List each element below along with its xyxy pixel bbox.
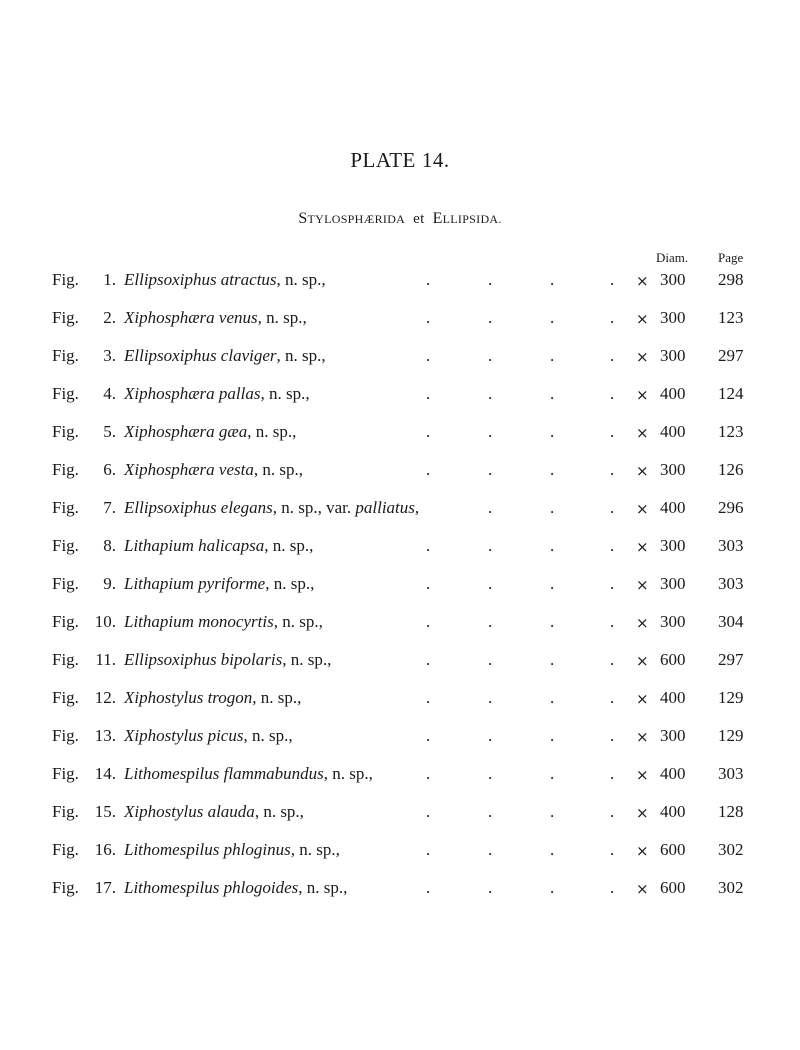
fig-label: Fig. <box>52 612 79 631</box>
leader-dot: . <box>426 764 431 783</box>
leader-dot: . <box>488 574 493 593</box>
table-row <box>0 270 800 300</box>
subtitle-rest-right: LLIPSIDA. <box>442 212 502 226</box>
leader-dot: . <box>488 422 493 441</box>
fig-number: 14. <box>94 764 116 783</box>
fig-number: 13. <box>94 726 116 745</box>
page-number: 297 <box>718 346 744 365</box>
times-symbol: × <box>636 424 649 442</box>
times-symbol: × <box>636 842 649 860</box>
species-suffix: , n. sp., <box>276 346 326 365</box>
species-name <box>124 802 304 822</box>
leader-dot: . <box>488 764 493 783</box>
times-symbol: × <box>636 386 649 404</box>
page-number: 302 <box>718 840 744 859</box>
leader-dot: . <box>426 802 431 821</box>
magnification-value: 300 <box>660 460 686 479</box>
species-suffix: , n. sp., <box>265 574 315 593</box>
page-number: 129 <box>718 726 744 745</box>
leader-dot: . <box>550 840 555 859</box>
table-row <box>0 878 800 908</box>
species-name <box>124 270 326 290</box>
species-binomial: Ellipsoxiphus elegans <box>124 498 273 517</box>
leader-dot: . <box>426 840 431 859</box>
species-suffix: , n. sp., <box>323 764 373 783</box>
leader-dot: . <box>610 384 615 403</box>
magnification-value: 300 <box>660 308 686 327</box>
leader-dot: . <box>488 612 493 631</box>
table-row <box>0 384 800 414</box>
species-binomial: Ellipsoxiphus atractus <box>124 270 277 289</box>
leader-dot: . <box>426 650 431 669</box>
species-binomial: Xiphostylus picus <box>124 726 244 745</box>
leader-dot: . <box>610 498 615 517</box>
fig-number: 3. <box>103 346 116 365</box>
leader-dot: . <box>488 536 493 555</box>
fig-number: 9. <box>103 574 116 593</box>
table-row <box>0 460 800 490</box>
variety-comma: , <box>414 498 420 517</box>
leader-dot: . <box>550 802 555 821</box>
fig-number: 1. <box>103 270 116 289</box>
fig-number: 11. <box>95 650 116 669</box>
magnification-value: 400 <box>660 498 686 517</box>
page-number: 126 <box>718 460 744 479</box>
table-row <box>0 764 800 794</box>
variety-name: palliatus <box>355 498 415 517</box>
subtitle-connector: et <box>413 211 425 227</box>
leader-dot: . <box>610 612 615 631</box>
page-number: 303 <box>718 536 744 555</box>
subtitle-initial-left: S <box>298 210 308 227</box>
fig-label: Fig. <box>52 308 79 327</box>
fig-number: 6. <box>103 460 116 479</box>
species-name <box>124 726 293 746</box>
leader-dot: . <box>488 802 493 821</box>
leader-dot: . <box>426 878 431 897</box>
fig-number: 16. <box>94 840 116 859</box>
species-binomial: Xiphosphæra venus <box>124 308 258 327</box>
species-binomial: Lithomespilus flammabundus <box>124 764 324 783</box>
leader-dot: . <box>610 878 615 897</box>
fig-number: 7. <box>103 498 116 517</box>
fig-label: Fig. <box>52 878 79 897</box>
magnification-value: 400 <box>660 764 686 783</box>
magnification-value: 300 <box>660 270 686 289</box>
page-number: 304 <box>718 612 744 631</box>
times-symbol: × <box>636 500 649 518</box>
fig-number: 5. <box>103 422 116 441</box>
species-name <box>124 650 331 670</box>
leader-dot: . <box>426 346 431 365</box>
leader-dot: . <box>550 346 555 365</box>
leader-dot: . <box>488 726 493 745</box>
fig-label: Fig. <box>52 498 79 517</box>
species-binomial: Ellipsoxiphus bipolaris <box>124 650 283 669</box>
species-binomial: Xiphostylus trogon <box>124 688 253 707</box>
column-header-page: Page <box>718 250 744 265</box>
species-binomial: Lithapium halicapsa <box>124 536 265 555</box>
leader-dot: . <box>488 878 493 897</box>
magnification-value: 400 <box>660 688 686 707</box>
subtitle-rest-left: TYLOSPHÆRIDA <box>307 212 406 226</box>
fig-label: Fig. <box>52 346 79 365</box>
leader-dot: . <box>550 688 555 707</box>
times-symbol: × <box>636 576 649 594</box>
leader-dot: . <box>426 460 431 479</box>
fig-label: Fig. <box>52 802 79 821</box>
magnification-value: 400 <box>660 802 686 821</box>
species-suffix: , n. sp., <box>254 802 304 821</box>
leader-dot: . <box>610 460 615 479</box>
plate-number: 14. <box>421 148 450 172</box>
leader-dot: . <box>550 536 555 555</box>
species-binomial: Ellipsoxiphus claviger <box>124 346 277 365</box>
leader-dot: . <box>426 308 431 327</box>
species-suffix: , n. sp., <box>252 688 302 707</box>
page-number: 303 <box>718 764 744 783</box>
species-name <box>124 460 303 480</box>
fig-label: Fig. <box>52 536 79 555</box>
leader-dot: . <box>550 650 555 669</box>
page-number: 123 <box>718 308 744 327</box>
leader-dot: . <box>488 650 493 669</box>
leader-dot: . <box>610 764 615 783</box>
fig-label: Fig. <box>52 270 79 289</box>
species-suffix: , n. sp., <box>243 726 293 745</box>
leader-dot: . <box>610 726 615 745</box>
magnification-value: 300 <box>660 346 686 365</box>
species-binomial: Lithomespilus phloginus <box>124 840 291 859</box>
times-symbol: × <box>636 728 649 746</box>
leader-dot: . <box>426 612 431 631</box>
magnification-value: 300 <box>660 726 686 745</box>
species-suffix: , n. sp., <box>264 536 314 555</box>
leader-dot: . <box>550 422 555 441</box>
fig-label: Fig. <box>52 764 79 783</box>
fig-number: 15. <box>94 802 116 821</box>
species-binomial: Xiphosphæra gæa <box>124 422 248 441</box>
leader-dot: . <box>610 346 615 365</box>
species-suffix: , n. sp., <box>290 840 340 859</box>
species-binomial: Xiphosphæra pallas <box>124 384 261 403</box>
magnification-value: 600 <box>660 650 686 669</box>
species-suffix: , n. sp., var. <box>272 498 352 517</box>
fig-number: 2. <box>103 308 116 327</box>
leader-dot: . <box>488 270 493 289</box>
times-symbol: × <box>636 538 649 556</box>
leader-dot: . <box>426 384 431 403</box>
leader-dot: . <box>610 536 615 555</box>
page-number: 297 <box>718 650 744 669</box>
page-number: 302 <box>718 878 744 897</box>
plate-word: PLATE <box>350 148 416 172</box>
leader-dot: . <box>610 308 615 327</box>
table-row <box>0 498 800 528</box>
leader-dot: . <box>488 346 493 365</box>
table-row <box>0 840 800 870</box>
page-number: 303 <box>718 574 744 593</box>
species-name <box>124 422 296 442</box>
species-name <box>124 346 326 366</box>
leader-dot: . <box>550 726 555 745</box>
fig-number: 10. <box>94 612 116 631</box>
page-number: 296 <box>718 498 744 517</box>
table-row <box>0 726 800 756</box>
species-name <box>124 308 307 328</box>
species-binomial: Lithapium monocyrtis <box>124 612 274 631</box>
page-number: 124 <box>718 384 744 403</box>
table-row <box>0 422 800 452</box>
leader-dot: . <box>426 422 431 441</box>
magnification-value: 600 <box>660 878 686 897</box>
page-number: 129 <box>718 688 744 707</box>
table-row <box>0 612 800 642</box>
leader-dot: . <box>550 574 555 593</box>
magnification-value: 600 <box>660 840 686 859</box>
times-symbol: × <box>636 614 649 632</box>
leader-dot: . <box>426 726 431 745</box>
leader-dot: . <box>488 688 493 707</box>
times-symbol: × <box>636 652 649 670</box>
times-symbol: × <box>636 804 649 822</box>
column-header-diam: Diam. <box>656 250 689 265</box>
species-suffix: , n. sp., <box>253 460 303 479</box>
page-number: 128 <box>718 802 744 821</box>
species-suffix: , n. sp., <box>247 422 297 441</box>
leader-dot: . <box>488 460 493 479</box>
times-symbol: × <box>636 766 649 784</box>
fig-label: Fig. <box>52 460 79 479</box>
leader-dot: . <box>610 270 615 289</box>
species-name <box>124 536 313 556</box>
fig-label: Fig. <box>52 384 79 403</box>
leader-dot: . <box>610 422 615 441</box>
magnification-value: 300 <box>660 612 686 631</box>
leader-dot: . <box>550 878 555 897</box>
fig-number: 12. <box>94 688 116 707</box>
fig-number: 8. <box>103 536 116 555</box>
magnification-value: 400 <box>660 384 686 403</box>
times-symbol: × <box>636 880 649 898</box>
times-symbol: × <box>636 348 649 366</box>
magnification-value: 400 <box>660 422 686 441</box>
leader-dot: . <box>550 498 555 517</box>
species-suffix: , n. sp., <box>260 384 310 403</box>
table-row <box>0 574 800 604</box>
fig-number: 4. <box>103 384 116 403</box>
leader-dot: . <box>550 612 555 631</box>
page-number: 123 <box>718 422 744 441</box>
fig-label: Fig. <box>52 840 79 859</box>
times-symbol: × <box>636 310 649 328</box>
species-suffix: , n. sp., <box>276 270 326 289</box>
fig-label: Fig. <box>52 422 79 441</box>
leader-dot: . <box>550 460 555 479</box>
times-symbol: × <box>636 690 649 708</box>
table-row <box>0 802 800 832</box>
table-row <box>0 536 800 566</box>
fig-label: Fig. <box>52 688 79 707</box>
species-name <box>124 764 373 784</box>
leader-dot: . <box>426 688 431 707</box>
fig-label: Fig. <box>52 726 79 745</box>
species-binomial: Xiphosphæra vesta <box>124 460 254 479</box>
leader-dot: . <box>488 308 493 327</box>
species-suffix: , n. sp., <box>257 308 307 327</box>
fig-label: Fig. <box>52 650 79 669</box>
species-suffix: , n. sp., <box>282 650 332 669</box>
species-suffix: , n. sp., <box>298 878 348 897</box>
species-binomial: Lithomespilus phlogoides <box>124 878 299 897</box>
leader-dot: . <box>610 840 615 859</box>
fig-label: Fig. <box>52 574 79 593</box>
magnification-value: 300 <box>660 574 686 593</box>
leader-dot: . <box>550 384 555 403</box>
times-symbol: × <box>636 462 649 480</box>
leader-dot: . <box>488 498 493 517</box>
times-symbol: × <box>636 272 649 290</box>
leader-dot: . <box>610 574 615 593</box>
species-name <box>124 688 301 708</box>
leader-dot: . <box>488 840 493 859</box>
leader-dot: . <box>610 688 615 707</box>
table-row <box>0 688 800 718</box>
table-row <box>0 650 800 680</box>
species-name <box>124 878 347 898</box>
subtitle-initial-right: E <box>432 210 443 227</box>
page-number: 298 <box>718 270 744 289</box>
leader-dot: . <box>610 802 615 821</box>
species-name <box>124 612 323 632</box>
table-row <box>0 308 800 338</box>
table-row <box>0 346 800 376</box>
species-name <box>124 574 314 594</box>
plate-subtitle <box>0 210 800 228</box>
plate-title <box>0 148 800 173</box>
leader-dot: . <box>426 574 431 593</box>
species-name <box>124 498 419 518</box>
leader-dot: . <box>550 764 555 783</box>
leader-dot: . <box>610 650 615 669</box>
species-name <box>124 384 310 404</box>
leader-dot: . <box>426 536 431 555</box>
species-name <box>124 840 340 860</box>
species-binomial: Xiphostylus alauda <box>124 802 255 821</box>
species-binomial: Lithapium pyriforme <box>124 574 266 593</box>
leader-dot: . <box>550 270 555 289</box>
species-suffix: , n. sp., <box>273 612 323 631</box>
magnification-value: 300 <box>660 536 686 555</box>
leader-dot: . <box>426 270 431 289</box>
leader-dot: . <box>550 308 555 327</box>
leader-dot: . <box>488 384 493 403</box>
fig-number: 17. <box>94 878 116 897</box>
